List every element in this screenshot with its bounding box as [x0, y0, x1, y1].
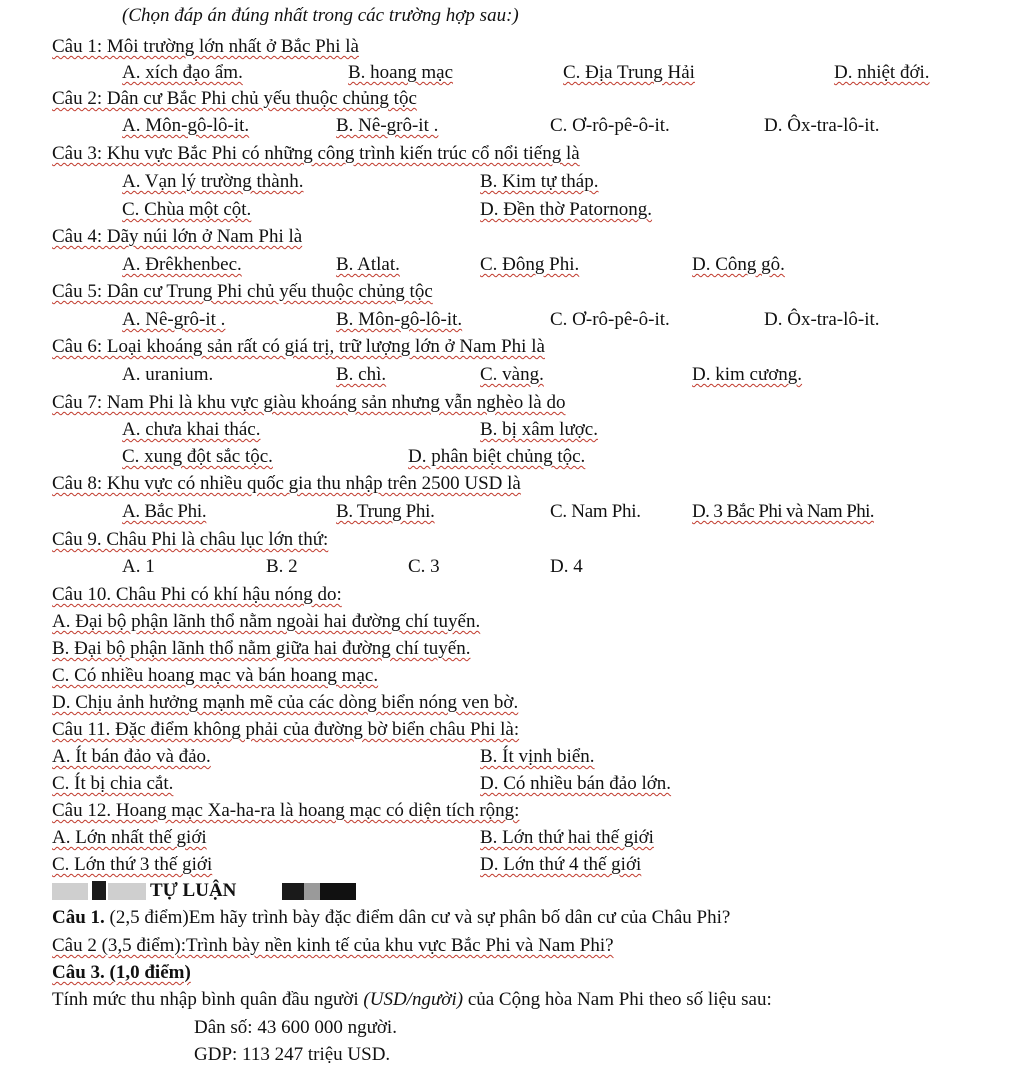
question-7-options-cd — [0, 445, 1024, 469]
question-2 — [0, 87, 1024, 111]
option-a: A. chưa khai thác. — [122, 419, 261, 440]
option-d: D. Công gô. — [692, 254, 785, 275]
question-3 — [0, 142, 1024, 166]
option-c: C. Nam Phi. — [550, 501, 641, 522]
option-a: A. Đrêkhenbec. — [122, 254, 242, 275]
question-text: Câu 2: Dân cư Bắc Phi chủ yếu thuộc chủng tộc — [52, 88, 417, 109]
question-8-options — [0, 500, 1024, 524]
question-text: Câu 8: Khu vực có nhiều quốc gia thu nhập trên 2500 USD là — [52, 473, 521, 494]
question-10 — [0, 583, 1024, 607]
essay-question-1-body: (2,5 điểm)Em hãy trình bày đặc điểm dân cư và sự phân bố dân cư của Châu Phi? — [109, 907, 731, 928]
redaction-block — [52, 883, 88, 900]
gdp-text: GDP: 113 247 triệu USD. — [194, 1044, 391, 1065]
intro-part-a: Tính mức thu nhập bình quân đầu người — [52, 989, 359, 1010]
option-d: D. 4 — [550, 556, 583, 577]
option-a: A. Vạn lý trường thành. — [122, 171, 304, 192]
option-b: B. 2 — [266, 556, 298, 577]
option-d: D. Chịu ảnh hưởng mạnh mẽ của các dòng biển nóng ven bờ. — [52, 692, 519, 713]
question-text: Câu 1: Môi trường lớn nhất ở Bắc Phi là — [52, 36, 359, 57]
redaction-block — [304, 883, 320, 900]
question-1 — [0, 35, 1024, 59]
intro-unit: (USD/người) — [363, 989, 464, 1010]
essay-question-3-intro — [0, 988, 1024, 1012]
question-8 — [0, 472, 1024, 496]
option-c: C. 3 — [408, 556, 440, 577]
essay-heading: TỰ LUẬN — [150, 880, 237, 901]
option-b: B. hoang mạc — [348, 62, 454, 83]
option-c: C. Ơ-rô-pê-ô-it. — [550, 309, 670, 330]
question-11-options-ab — [0, 745, 1024, 769]
option-d: D. Lớn thứ 4 thế giới — [480, 854, 642, 875]
redaction-block — [92, 881, 106, 900]
option-b: B. Lớn thứ hai thế giới — [480, 827, 654, 848]
option-d: D. 3 Bắc Phi và Nam Phi. — [692, 501, 874, 522]
essay-question-1-text — [52, 906, 730, 930]
redaction-block — [320, 883, 356, 900]
question-text: Câu 10. Châu Phi có khí hậu nóng do: — [52, 584, 342, 605]
question-text: Câu 3: Khu vực Bắc Phi có những công trình kiến trúc cổ nổi tiếng là — [52, 143, 580, 164]
question-text: Câu 6: Loại khoáng sản rất có giá trị, trữ lượng lớn ở Nam Phi là — [52, 336, 545, 357]
question-3-options-cd — [0, 198, 1024, 222]
question-5 — [0, 280, 1024, 304]
question-9 — [0, 528, 1024, 552]
option-c: C. Địa Trung Hải — [563, 62, 695, 83]
question-4 — [0, 225, 1024, 249]
question-10-option-b — [0, 637, 1024, 661]
option-d: D. Ôx-tra-lô-it. — [764, 115, 880, 136]
question-12-options-ab — [0, 826, 1024, 850]
option-a: A. Nê-grô-it . — [122, 309, 226, 330]
question-7 — [0, 391, 1024, 415]
question-10-option-c — [0, 664, 1024, 688]
option-c: C. Chùa một cột. — [122, 199, 252, 220]
gdp-line — [0, 1043, 1024, 1067]
question-6-options — [0, 363, 1024, 387]
question-2-options — [0, 114, 1024, 138]
option-b: B. Kim tự tháp. — [480, 171, 599, 192]
option-c: C. Có nhiều hoang mạc và bán hoang mạc. — [52, 665, 379, 686]
option-d: D. kim cương. — [692, 364, 803, 385]
question-11-options-cd — [0, 772, 1024, 796]
option-c: C. xung đột sắc tộc. — [122, 446, 273, 467]
option-b: B. chì. — [336, 364, 387, 385]
question-12-options-cd — [0, 853, 1024, 877]
option-a: A. Ít bán đảo và đảo. — [52, 746, 211, 767]
option-b: B. Atlat. — [336, 254, 400, 275]
option-a: A. Bắc Phi. — [122, 501, 207, 522]
essay-question-3 — [0, 961, 1024, 985]
option-d: D. nhiệt đới. — [834, 62, 930, 83]
option-c: C. Lớn thứ 3 thế giới — [52, 854, 213, 875]
option-d: D. Có nhiều bán đảo lớn. — [480, 773, 672, 794]
question-6 — [0, 335, 1024, 359]
question-7-options-ab — [0, 418, 1024, 442]
option-b: B. Đại bộ phận lãnh thổ nằm giữa hai đường chí tuyến. — [52, 638, 471, 659]
option-b: B. Môn-gô-lô-it. — [336, 309, 463, 330]
question-text: Câu 5: Dân cư Trung Phi chủ yếu thuộc chủng tộc — [52, 281, 433, 302]
option-c: C. Ơ-rô-pê-ô-it. — [550, 115, 670, 136]
option-c: C. Đông Phi. — [480, 254, 580, 275]
question-10-option-a — [0, 610, 1024, 634]
option-d: D. Đền thờ Patornong. — [480, 199, 653, 220]
essay-heading-line — [0, 879, 1024, 903]
intro-part-b: của Cộng hòa Nam Phi theo số liệu sau: — [467, 989, 772, 1010]
option-a: A. Môn-gô-lô-it. — [122, 115, 250, 136]
question-9-options — [0, 555, 1024, 579]
instruction-text: (Chọn đáp án đúng nhất trong các trường hợp sau:) — [122, 5, 519, 26]
option-b: B. bị xâm lược. — [480, 419, 598, 440]
option-a: A. xích đạo ẩm. — [122, 62, 243, 83]
question-10-option-d — [0, 691, 1024, 715]
question-5-options — [0, 308, 1024, 332]
essay-question-3-intro-text — [52, 988, 772, 1012]
option-b: B. Nê-grô-it . — [336, 115, 439, 136]
essay-question-2 — [0, 934, 1024, 958]
instruction-line — [0, 4, 1024, 28]
question-text: Câu 7: Nam Phi là khu vực giàu khoáng sản nhưng vẫn nghèo là do — [52, 392, 566, 413]
option-b: B. Ít vịnh biển. — [480, 746, 595, 767]
option-a: A. Lớn nhất thế giới — [52, 827, 207, 848]
question-3-options-ab — [0, 170, 1024, 194]
option-a: A. uranium. — [122, 364, 214, 385]
question-text: Câu 11. Đặc điểm không phải của đường bờ biển châu Phi là: — [52, 719, 520, 740]
option-d: D. phân biệt chủng tộc. — [408, 446, 586, 467]
question-12 — [0, 799, 1024, 823]
essay-question-1 — [0, 906, 1024, 930]
essay-question-3-label: Câu 3. (1,0 điểm) — [52, 962, 191, 983]
population-line — [0, 1016, 1024, 1040]
redaction-block — [282, 883, 304, 900]
question-1-options — [0, 61, 1024, 85]
question-11 — [0, 718, 1024, 742]
option-b: B. Trung Phi. — [336, 501, 435, 522]
option-c: C. Ít bị chia cắt. — [52, 773, 174, 794]
question-text: Câu 4: Dãy núi lớn ở Nam Phi là — [52, 226, 303, 247]
question-text: Câu 12. Hoang mạc Xa-ha-ra là hoang mạc có diện tích rộng: — [52, 800, 520, 821]
option-c: C. vàng. — [480, 364, 544, 385]
essay-question-2-text: Câu 2 (3,5 điểm):Trình bày nền kinh tế của khu vực Bắc Phi và Nam Phi? — [52, 935, 614, 956]
question-4-options — [0, 253, 1024, 277]
option-d: D. Ôx-tra-lô-it. — [764, 309, 880, 330]
question-text: Câu 9. Châu Phi là châu lục lớn thứ: — [52, 529, 329, 550]
option-a: A. 1 — [122, 556, 155, 577]
population-text: Dân số: 43 600 000 người. — [194, 1017, 397, 1038]
essay-question-1-label: Câu 1. — [52, 907, 105, 928]
option-a: A. Đại bộ phận lãnh thổ nằm ngoài hai đường chí tuyến. — [52, 611, 481, 632]
redaction-block — [108, 883, 146, 900]
